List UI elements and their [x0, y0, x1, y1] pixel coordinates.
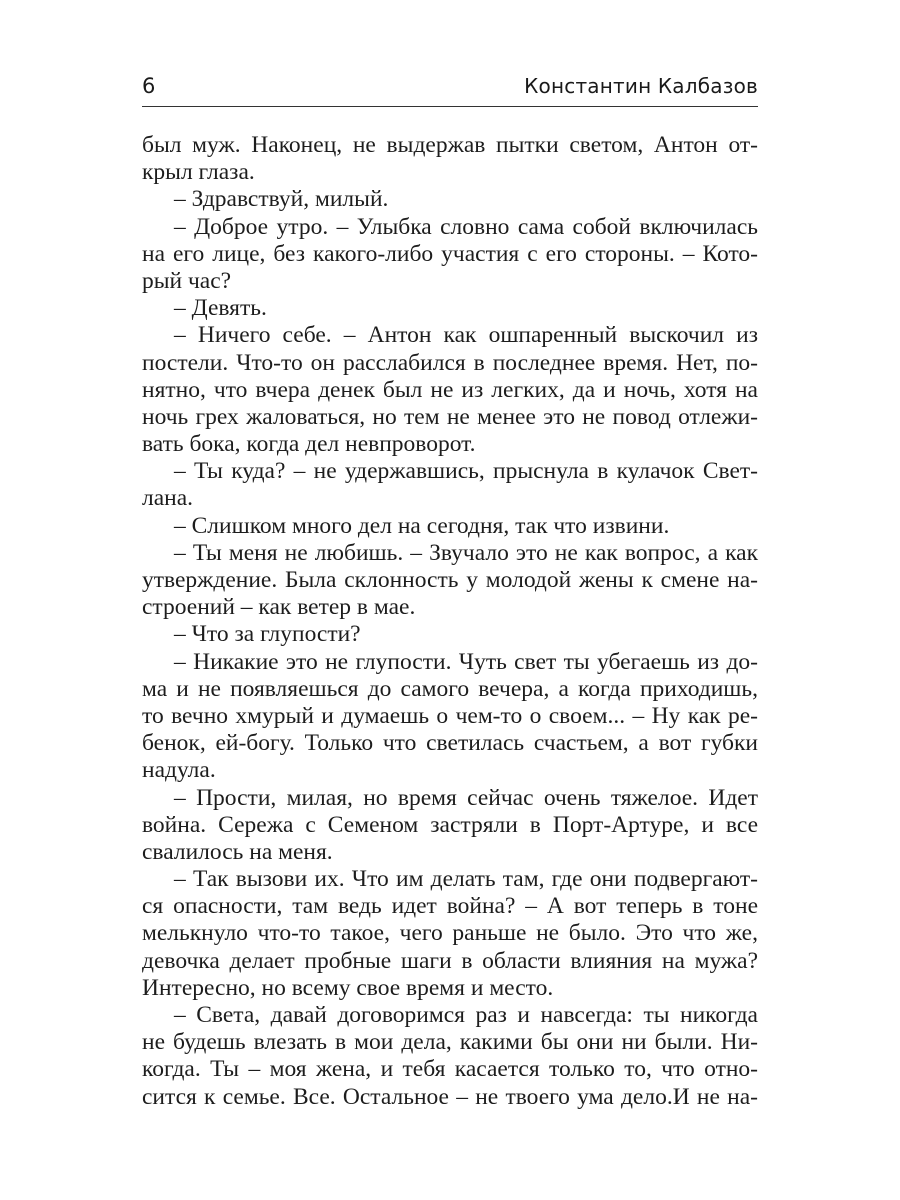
- text-line: – Ты куда? – не удержавшись, прыснула в кулачок Свет-: [174, 458, 758, 485]
- text-line: крыл глаза.: [142, 159, 255, 186]
- text-line: – Доброе утро. – Улыбка словно сама собой включилась: [174, 213, 758, 240]
- text-line: утверждение. Была склонность у молодой жены к смене на-: [142, 567, 758, 593]
- text-line: надула.: [142, 757, 216, 784]
- text-line: ся опасности, там ведь идет война? – А вот теперь в тоне: [142, 893, 758, 920]
- text-line: бенок, ей-богу. Только что светилась счастьем, а вот губки: [142, 730, 758, 757]
- text-line: – Что за глупости?: [174, 621, 361, 648]
- text-line: нятно, что вчера денек был не из легких, да и ночь, хотя на: [142, 376, 758, 403]
- text-line: не будешь влезать в мои дела, какими бы они ни были. Ни-: [142, 1029, 758, 1056]
- text-line: – Прости, милая, но время сейчас очень тяжелое. Идет: [174, 784, 758, 811]
- text-line: – Никакие это не глупости. Чуть свет ты убегаешь из до-: [174, 648, 758, 675]
- text-line: ночь грех жаловаться, но тем не менее это не повод отлежи-: [142, 403, 758, 430]
- text-line: ма и не появляешься до самого вечера, а когда приходишь,: [142, 675, 758, 702]
- body-text: [142, 132, 758, 1111]
- text-line: – Света, давай договоримся раз и навсегда: ты никогда: [174, 1002, 758, 1028]
- text-line: – Здравствуй, милый.: [174, 186, 389, 213]
- text-line: свалилось на меня.: [142, 838, 333, 865]
- running-header: [142, 72, 758, 107]
- text-line: рый час?: [142, 267, 232, 294]
- text-line: – Слишком много дел на сегодня, так что извини.: [174, 512, 670, 539]
- text-line: лана.: [142, 485, 194, 512]
- text-line: мелькнуло что-то такое, чего раньше не было. Это что же,: [142, 920, 758, 947]
- text-line: то вечно хмурый и думаешь о чем-то о своем... – Ну как ре-: [142, 702, 758, 729]
- text-line: когда. Ты – моя жена, и тебя касается только то, что отно-: [142, 1056, 758, 1083]
- text-line: Интересно, но всему свое время и место.: [142, 974, 554, 1001]
- text-line: на его лице, без какого-либо участия с его стороны. – Кото-: [142, 240, 758, 267]
- text-line: девочка делает пробные шаги в области влияния на мужа?: [142, 947, 758, 974]
- text-line: вать бока, когда дел невпроворот.: [142, 431, 476, 458]
- text-line: – Так вызови их. Что им делать там, где они подвергают-: [174, 866, 758, 893]
- text-line: был муж. Наконец, не выдержав пытки светом, Антон от-: [142, 132, 758, 158]
- text-line: сится к семье. Все. Остальное – не твоего ума дело.И не на-: [142, 1083, 758, 1110]
- text-line: – Ты меня не любишь. – Звучало это не как вопрос, а как: [174, 539, 758, 566]
- text-line: – Ничего себе. – Антон как ошпаренный выскочил из: [174, 322, 758, 349]
- text-line: – Девять.: [174, 295, 267, 322]
- page-number: 6: [142, 74, 156, 98]
- author-running-head: Константин Калбазов: [524, 74, 758, 98]
- text-line: война. Сережа с Семеном застряли в Порт-Артуре, и все: [142, 811, 758, 838]
- text-line: постели. Что-то он расслабился в последнее время. Нет, по-: [142, 349, 758, 376]
- text-line: строений – как ветер в мае.: [142, 594, 416, 621]
